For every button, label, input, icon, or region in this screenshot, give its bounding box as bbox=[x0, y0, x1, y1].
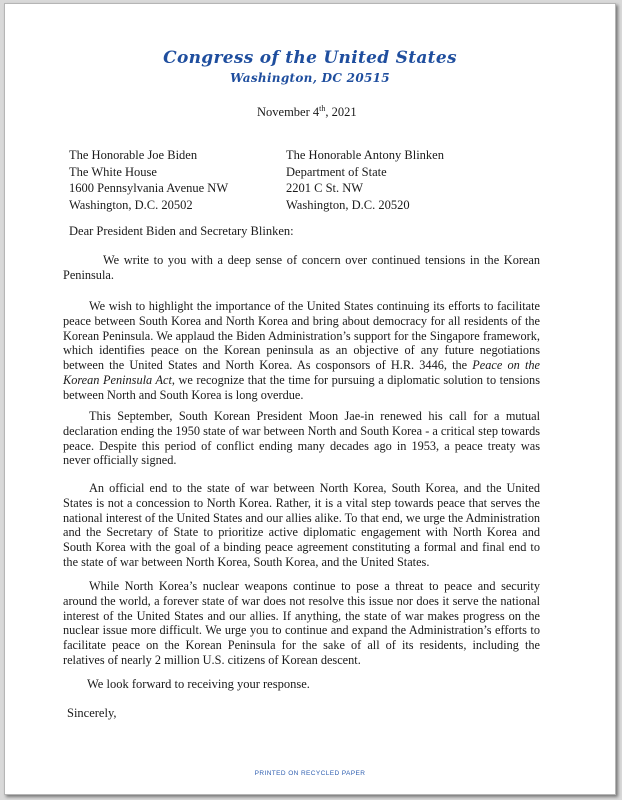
recipient-address-left bbox=[69, 147, 228, 213]
recycled-paper-footer: PRINTED ON RECYCLED PAPER bbox=[254, 770, 366, 777]
recipient-line: Washington, D.C. 20502 bbox=[69, 197, 193, 212]
recipient-line: 1600 Pennsylvania Avenue NW bbox=[69, 181, 229, 195]
closing-line: We look forward to receiving your response. bbox=[87, 677, 310, 691]
paragraph-text: , we recognize that the time for pursuing a diplomatic solution to tensions between North and South Korea is long overdue. bbox=[63, 372, 540, 402]
letter-date bbox=[257, 104, 357, 120]
salutation: Dear President Biden and Secretary Blinken: bbox=[69, 224, 294, 238]
date-year: , 2021 bbox=[325, 105, 357, 120]
letterhead-address: Washington, DC 20515 bbox=[230, 71, 390, 85]
date-prefix: November 4 bbox=[257, 105, 320, 120]
recipient-address-right bbox=[286, 147, 444, 213]
recipient-line: The Honorable Joe Biden bbox=[69, 148, 198, 162]
recipient-line: The White House bbox=[69, 164, 157, 179]
body-paragraph-3 bbox=[63, 409, 540, 468]
paragraph-text: We wish to highlight the importance of the United States continuing its efforts to facilitate peace between South Korea and North Korea and bring about democracy for all residents of the Korean Peninsula. We applaud the Biden Administration’s support for the Singapore framework, which identifies peace on the Korean peninsula as an objective of any future negotiations between the United States and North Korea. As cosponsors of H.R. 3446, the bbox=[63, 299, 540, 373]
paragraph-text: We write to you with a deep sense of concern over continued tensions in the Korean Peninsula. bbox=[63, 253, 540, 282]
body-paragraph-4 bbox=[63, 481, 540, 570]
recipient-line: Washington, D.C. 20520 bbox=[286, 197, 410, 212]
paragraph-text: This September, South Korean President Moon Jae-in renewed his call for a mutual declaration ending the 1950 state of war between North and South Korea - a critical step towards peace. Despite this period of conflict ending many decades ago in 1953, a peace treaty was never officially signed. bbox=[63, 409, 540, 468]
body-paragraph-1 bbox=[63, 253, 540, 283]
letter-page bbox=[4, 3, 616, 795]
letterhead-title: Congress of the United States bbox=[163, 48, 457, 68]
paragraph-text: While North Korea’s nuclear weapons continue to pose a threat to peace and security around the world, a forever state of war does not resolve this issue nor does it serve the national interest of the United States and our allies. If anything, the state of war makes progress on the nuclear issue more difficult. We urge you to continue and expand the Administration’s efforts to facilitate peace on the Korean Peninsula for the sake of all of its residents, including the relatives of nearly 2 million U.S. citizens of Korean descent. bbox=[63, 579, 540, 667]
body-paragraph-5 bbox=[63, 579, 540, 668]
recipient-line: The Honorable Antony Blinken bbox=[286, 148, 444, 162]
body-paragraph-2 bbox=[63, 299, 540, 403]
signoff: Sincerely, bbox=[67, 706, 117, 720]
recipient-line: 2201 C St. NW bbox=[286, 181, 364, 195]
act-title: Peace on the Korean Peninsula Act bbox=[63, 358, 540, 387]
recipient-line: Department of State bbox=[286, 164, 387, 179]
paragraph-text: An official end to the state of war between North Korea, South Korea, and the United States is not a concession to North Korea. Rather, it is a vital step towards peace that serves the national interest of the United States and our allies alike. To that end, we urge the Administration and the Secretary of State to prioritize active diplomatic engagement with North Korea and South Korea with the goal of a binding peace agreement constituting a formal and final end to the state of war between North Korea, South Korea, and the United States. bbox=[63, 481, 540, 569]
date-suffix: th bbox=[319, 104, 326, 113]
